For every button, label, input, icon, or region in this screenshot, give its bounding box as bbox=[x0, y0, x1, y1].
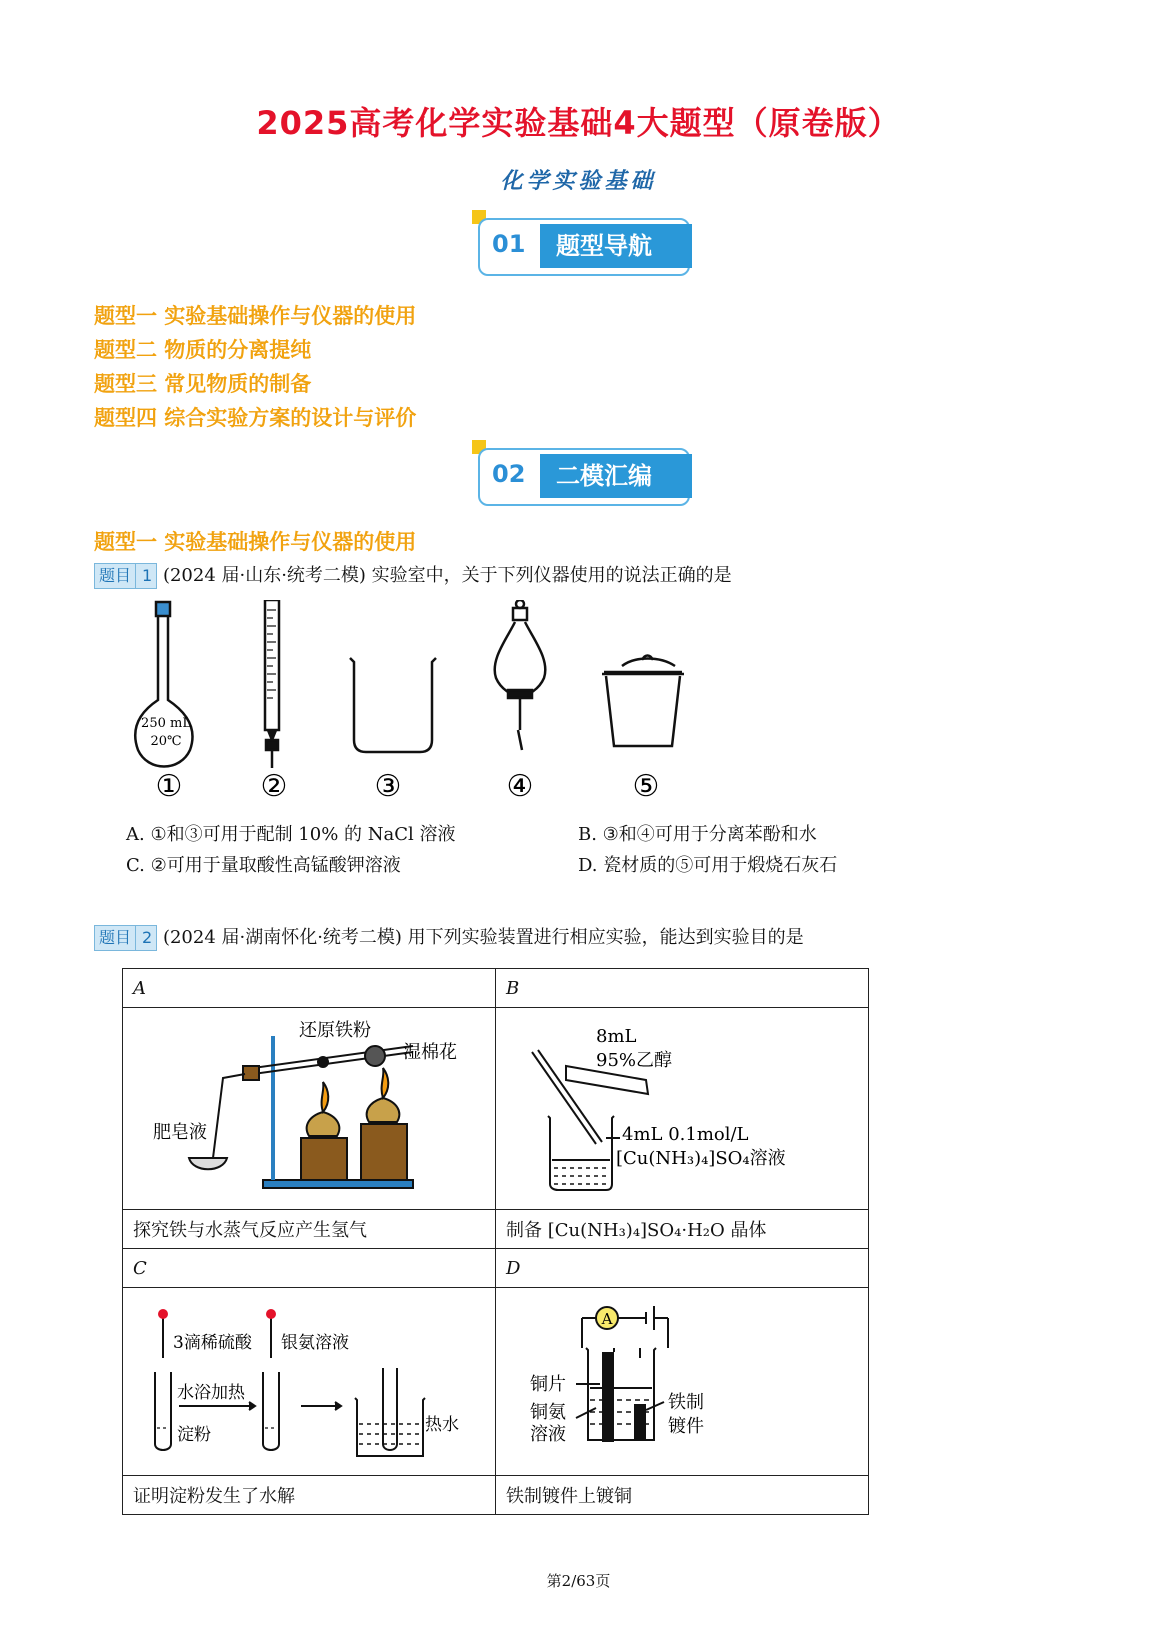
starch-hydrolysis-apparatus bbox=[123, 1288, 495, 1470]
question-2 bbox=[94, 925, 804, 951]
figure-label-1: ① bbox=[155, 769, 183, 800]
nav-item-4[interactable]: 题型四 综合实验方案的设计与评价 bbox=[94, 406, 417, 430]
banner-label: 题型导航 bbox=[540, 224, 692, 268]
figure-label-2: ② bbox=[260, 769, 288, 800]
label-copper-plate: 铜片 bbox=[530, 1374, 566, 1395]
label-95-ethanol: 95%乙醇 bbox=[596, 1050, 673, 1071]
q1-apparatus-figure bbox=[130, 600, 730, 800]
option-c[interactable]: C. ②可用于量取酸性高锰酸钾溶液 bbox=[126, 855, 401, 876]
document-subtitle: 化学实验基础 bbox=[500, 169, 657, 194]
label-soap-solution: 肥皂液 bbox=[153, 1122, 207, 1143]
question-badge: 题目 1 bbox=[94, 563, 157, 589]
burette-icon bbox=[265, 600, 279, 768]
label-dilute-sulfuric-acid: 3滴稀硫酸 bbox=[173, 1333, 252, 1353]
banner-number: 02 bbox=[492, 460, 526, 488]
cell-c-header: C bbox=[123, 1249, 496, 1288]
cell-b-caption[interactable]: 制备 [Cu(NH₃)₄]SO₄·H₂O 晶体 bbox=[496, 1210, 869, 1249]
option-b[interactable]: B. ③和④可用于分离苯酚和水 bbox=[578, 824, 817, 845]
cell-a-figure bbox=[123, 1008, 496, 1210]
iron-steam-apparatus bbox=[123, 1008, 495, 1204]
cell-a-caption[interactable]: 探究铁与水蒸气反应产生氢气 bbox=[123, 1210, 496, 1249]
option-d[interactable]: D. 瓷材质的⑤可用于煅烧石灰石 bbox=[578, 855, 838, 876]
iron-workpiece bbox=[634, 1404, 646, 1440]
q2-options-table bbox=[122, 968, 869, 1515]
cell-b-figure bbox=[496, 1008, 869, 1210]
cell-d-header: D bbox=[496, 1249, 869, 1288]
cell-c-caption[interactable]: 证明淀粉发生了水解 bbox=[123, 1476, 496, 1515]
label-wet-cotton: 湿棉花 bbox=[403, 1042, 457, 1063]
label-4ml-solution: 4mL 0.1mol/L bbox=[622, 1124, 749, 1145]
label-starch: 淀粉 bbox=[177, 1425, 211, 1445]
cell-b-header: B bbox=[496, 969, 869, 1008]
label-silver-ammonia: 银氨溶液 bbox=[281, 1333, 349, 1353]
crystal-prep-apparatus bbox=[496, 1008, 868, 1204]
nav-item-3[interactable]: 题型三 常见物质的制备 bbox=[94, 372, 312, 396]
option-a[interactable]: A. ①和③可用于配制 10% 的 NaCl 溶液 bbox=[126, 824, 456, 845]
label-iron: 铁制 bbox=[668, 1392, 704, 1413]
nav-item-2[interactable]: 题型二 物质的分离提纯 bbox=[94, 338, 312, 362]
figure-label-4: ④ bbox=[506, 769, 534, 800]
banner-number: 01 bbox=[492, 230, 526, 258]
figure-label-5: ⑤ bbox=[632, 769, 660, 800]
ammeter-icon: A bbox=[601, 1310, 613, 1328]
label-copper-ammonia: 铜氨 bbox=[530, 1402, 566, 1423]
label-solution: 溶液 bbox=[530, 1424, 566, 1445]
document-title: 2025高考化学实验基础4大题型（原卷版） bbox=[256, 104, 901, 142]
crucible-icon bbox=[602, 656, 684, 747]
flask-temp-label: 20℃ bbox=[150, 734, 182, 749]
label-workpiece: 镀件 bbox=[668, 1416, 704, 1437]
electroplating-apparatus bbox=[496, 1288, 868, 1470]
cell-d-figure bbox=[496, 1288, 869, 1476]
question-text: (2024 届·山东·统考二模) 实验室中，关于下列仪器使用的说法正确的是 bbox=[162, 565, 732, 586]
label-water-bath: 水浴加热 bbox=[177, 1383, 245, 1403]
cell-d-caption[interactable]: 铁制镀件上镀铜 bbox=[496, 1476, 869, 1515]
section-banner-02 bbox=[472, 440, 694, 506]
question-badge: 题目 2 bbox=[94, 925, 157, 951]
banner-label: 二模汇编 bbox=[540, 454, 692, 498]
type1-heading: 题型一 实验基础操作与仪器的使用 bbox=[94, 530, 417, 554]
cell-c-figure bbox=[123, 1288, 496, 1476]
beaker-icon bbox=[350, 658, 436, 752]
flask-volume-label: 250 mL bbox=[141, 716, 191, 731]
label-8ml: 8mL bbox=[596, 1026, 637, 1047]
label-complex-solution: [Cu(NH₃)₄]SO₄溶液 bbox=[616, 1148, 786, 1169]
copper-plate bbox=[602, 1352, 614, 1442]
figure-label-3: ③ bbox=[374, 769, 402, 800]
separatory-funnel-icon bbox=[495, 600, 546, 750]
question-text: (2024 届·湖南怀化·统考二模) 用下列实验装置进行相应实验，能达到实验目的是 bbox=[162, 927, 804, 948]
cell-a-header: A bbox=[123, 969, 496, 1008]
nav-item-1[interactable]: 题型一 实验基础操作与仪器的使用 bbox=[94, 304, 417, 328]
section-banner-01 bbox=[472, 210, 694, 276]
label-hot-water: 热水 bbox=[425, 1415, 459, 1435]
page-number: 第2/63页 bbox=[546, 1572, 611, 1590]
label-reduced-iron-powder: 还原铁粉 bbox=[299, 1020, 371, 1041]
question-1 bbox=[94, 563, 732, 589]
